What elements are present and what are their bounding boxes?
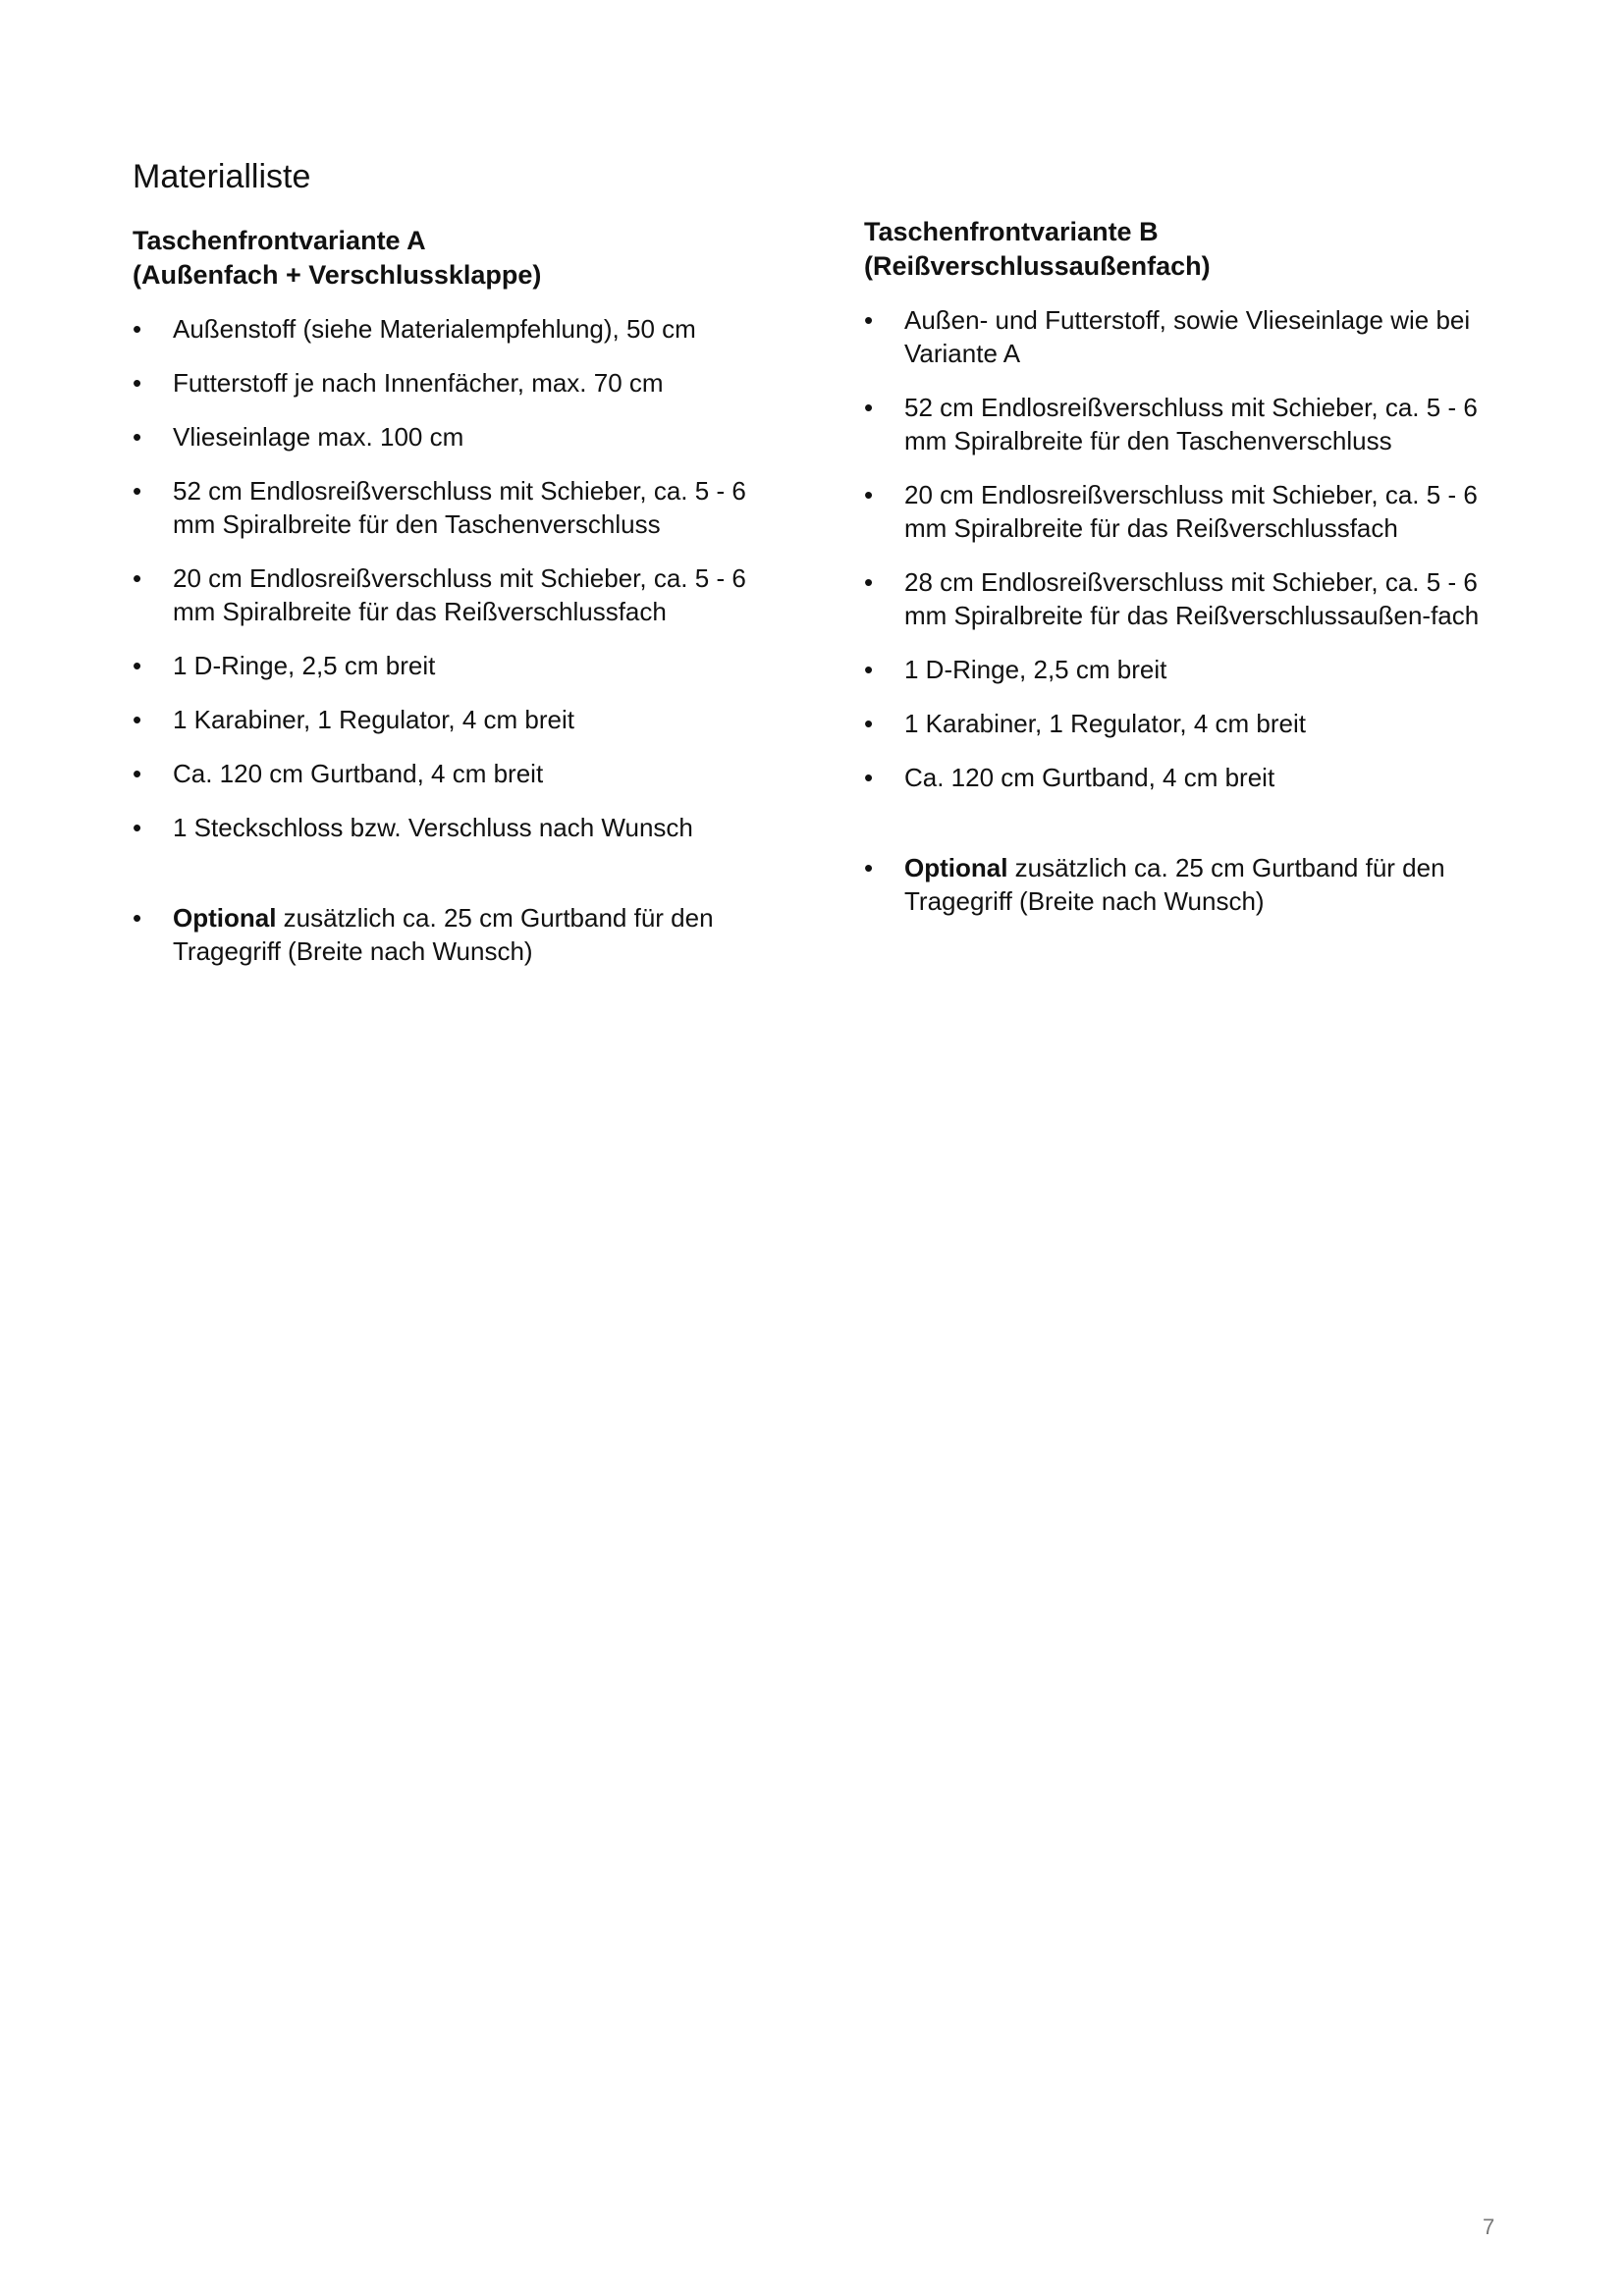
variant-a-material-list <box>133 312 761 968</box>
list-item <box>864 303 1492 370</box>
bullet-icon: • <box>133 903 142 933</box>
bullet-icon: • <box>864 763 874 792</box>
list-item-text: 1 Karabiner, 1 Regulator, 4 cm breit <box>173 705 575 734</box>
bullet-icon: • <box>133 651 142 680</box>
bullet-icon: • <box>864 655 874 684</box>
list-item <box>864 565 1492 632</box>
list-item <box>133 474 761 541</box>
bullet-icon: • <box>133 813 142 842</box>
bullet-icon: • <box>864 393 874 422</box>
variant-b-heading <box>864 215 1492 284</box>
list-item <box>133 312 761 346</box>
list-item <box>864 761 1492 794</box>
list-item <box>864 391 1492 457</box>
list-item-text: Ca. 120 cm Gurtband, 4 cm breit <box>904 763 1275 792</box>
list-item-text: Außen- und Futterstoff, sowie Vlieseinlage wie bei Variante A <box>904 305 1471 368</box>
optional-text: zusätzlich ca. 25 cm Gurtband für den Tragegriff (Breite nach Wunsch) <box>173 903 714 966</box>
bullet-icon: • <box>133 705 142 734</box>
bullet-icon: • <box>133 314 142 344</box>
bullet-icon: • <box>133 563 142 593</box>
list-item <box>133 366 761 400</box>
bullet-icon: • <box>864 567 874 597</box>
list-item-text: 20 cm Endlosreißverschluss mit Schieber, ca. 5 - 6 mm Spiralbreite für das Reißverschlussfach <box>173 563 746 626</box>
bullet-icon: • <box>864 709 874 738</box>
list-item-text: Vlieseinlage max. 100 cm <box>173 422 464 452</box>
variant-b-heading-line2: (Reißverschlussaußenfach) <box>864 251 1211 281</box>
list-item <box>133 420 761 454</box>
list-item <box>133 561 761 628</box>
bullet-icon: • <box>133 476 142 506</box>
bullet-icon: • <box>133 422 142 452</box>
bullet-icon: • <box>864 853 874 882</box>
optional-label: Optional <box>904 853 1008 882</box>
list-item-text: 52 cm Endlosreißverschluss mit Schieber, ca. 5 - 6 mm Spiralbreite für den Taschenverschluss <box>904 393 1478 455</box>
bullet-icon: • <box>864 480 874 509</box>
bullet-icon: • <box>133 759 142 788</box>
list-item-text: Außenstoff (siehe Materialempfehlung), 50 cm <box>173 314 696 344</box>
list-item-text: 52 cm Endlosreißverschluss mit Schieber, ca. 5 - 6 mm Spiralbreite für den Taschenverschluss <box>173 476 746 539</box>
list-item-text: Futterstoff je nach Innenfächer, max. 70 cm <box>173 368 664 398</box>
variant-b-column <box>864 215 1492 938</box>
bullet-icon: • <box>864 305 874 335</box>
list-item-text: Ca. 120 cm Gurtband, 4 cm breit <box>173 759 544 788</box>
optional-list-item <box>133 901 761 968</box>
list-item-text: 28 cm Endlosreißverschluss mit Schieber, ca. 5 - 6 mm Spiralbreite für das Reißverschlussaußen-fach <box>904 567 1480 630</box>
page-title: Materialliste <box>133 158 311 195</box>
list-item-text: 1 Karabiner, 1 Regulator, 4 cm breit <box>904 709 1307 738</box>
variant-b-material-list <box>864 303 1492 918</box>
optional-list-item <box>864 851 1492 918</box>
page-number: 7 <box>1483 2215 1495 2239</box>
variant-b-heading-line1: Taschenfrontvariante B <box>864 217 1159 246</box>
list-item <box>133 757 761 790</box>
optional-label: Optional <box>173 903 277 933</box>
list-item <box>864 478 1492 545</box>
variant-a-heading-line2: (Außenfach + Verschlussklappe) <box>133 260 542 290</box>
list-item <box>133 811 761 844</box>
optional-text: zusätzlich ca. 25 cm Gurtband für den Tragegriff (Breite nach Wunsch) <box>904 853 1445 916</box>
bullet-icon: • <box>133 368 142 398</box>
list-item-text: 20 cm Endlosreißverschluss mit Schieber, ca. 5 - 6 mm Spiralbreite für das Reißverschlussfach <box>904 480 1478 543</box>
list-item-text: 1 D-Ringe, 2,5 cm breit <box>173 651 436 680</box>
variant-a-heading-line1: Taschenfrontvariante A <box>133 226 426 255</box>
list-item <box>133 703 761 736</box>
list-item <box>864 707 1492 740</box>
list-item-text: 1 Steckschloss bzw. Verschluss nach Wunsch <box>173 813 693 842</box>
list-item-text: 1 D-Ringe, 2,5 cm breit <box>904 655 1167 684</box>
variant-a-column <box>133 224 761 988</box>
list-item <box>133 649 761 682</box>
list-item <box>864 653 1492 686</box>
variant-a-heading <box>133 224 761 293</box>
